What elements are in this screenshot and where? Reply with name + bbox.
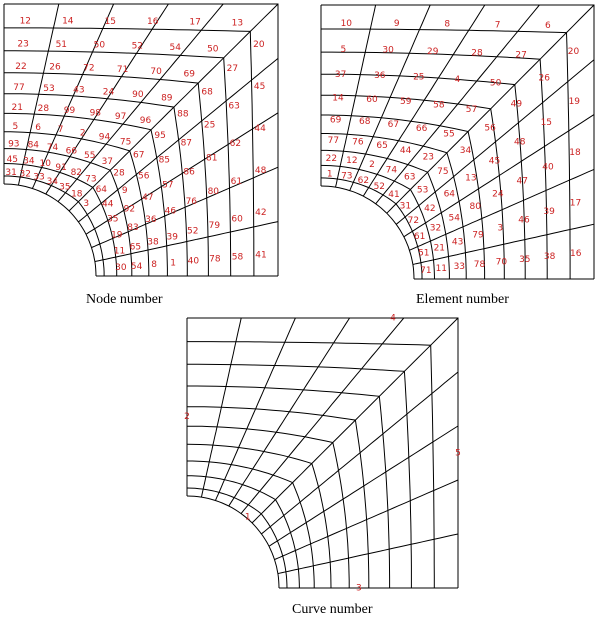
mesh-radial-line: [350, 5, 431, 191]
node-label: 69: [183, 69, 195, 80]
node-label: 66: [65, 146, 78, 157]
element-label: 4: [454, 75, 461, 86]
element-label: 1: [326, 169, 333, 180]
element-label: 28: [471, 48, 483, 59]
element-label: 43: [451, 237, 464, 248]
node-label: 14: [62, 16, 74, 27]
element-label: 5: [340, 45, 347, 56]
node-label: 18: [71, 189, 83, 200]
element-label: 72: [407, 216, 420, 227]
node-label: 60: [231, 214, 243, 225]
node-label: 55: [83, 151, 96, 162]
element-label: 37: [334, 70, 347, 80]
element-label: 6: [545, 21, 551, 32]
element-label: 33: [453, 262, 466, 273]
element-label: 69: [329, 115, 342, 126]
element-label: 23: [422, 152, 435, 163]
element-label: 22: [325, 154, 338, 165]
element-label: 61: [413, 232, 426, 242]
node-label: 96: [139, 116, 152, 127]
node-label: 82: [70, 168, 83, 179]
element-label: 27: [515, 50, 527, 61]
element-label: 17: [569, 198, 582, 209]
node-label: 36: [145, 215, 157, 226]
node-label: 31: [5, 168, 17, 179]
element-label: 46: [518, 215, 530, 226]
node-label: 50: [93, 40, 106, 51]
element-label: 29: [426, 46, 439, 57]
element-label: 26: [538, 73, 550, 84]
node-label: 41: [255, 250, 267, 261]
node-label: 35: [107, 214, 119, 225]
node-label: 67: [132, 150, 145, 161]
node-label: 79: [208, 220, 221, 231]
mesh-radial-line: [387, 5, 594, 213]
curve-label: 4: [390, 313, 396, 324]
mesh-radial-line: [252, 318, 458, 523]
element-label: 10: [340, 18, 353, 29]
curve-label: 2: [184, 412, 190, 423]
node-label: 77: [13, 83, 25, 94]
node-label: 30: [115, 263, 127, 274]
element-label: 68: [358, 117, 371, 128]
node-label: 44: [101, 199, 114, 210]
curve-label: 1: [244, 512, 251, 523]
element-number-caption: Element number: [416, 292, 509, 307]
node-label: 85: [158, 155, 171, 166]
node-label: 88: [177, 109, 189, 120]
node-label: 19: [111, 230, 123, 241]
mesh-radial-line: [215, 318, 295, 501]
element-label: 2: [369, 159, 375, 170]
node-label: 97: [114, 112, 127, 122]
node-label: 65: [129, 242, 142, 253]
element-label: 73: [341, 171, 353, 182]
node-label: 7: [57, 125, 64, 136]
element-label: 52: [373, 182, 386, 192]
node-label: 28: [113, 168, 125, 179]
element-label: 59: [399, 97, 412, 108]
node-label: 22: [15, 61, 27, 72]
node-label: 76: [185, 197, 198, 207]
element-label: 47: [516, 176, 528, 187]
curve-label: 3: [356, 583, 362, 594]
node-label: 75: [119, 137, 132, 148]
node-label: 51: [55, 39, 68, 50]
element-label: 74: [385, 165, 398, 176]
element-label: 39: [543, 207, 555, 218]
element-label: 48: [513, 137, 526, 148]
node-label: 38: [147, 237, 159, 248]
element-label: 76: [352, 137, 364, 148]
node-label: 17: [189, 17, 201, 28]
node-label: 34: [23, 156, 35, 167]
element-label: 13: [465, 173, 477, 184]
node-label: 24: [102, 87, 115, 98]
node-label: 45: [253, 81, 266, 92]
node-label: 20: [253, 39, 265, 50]
element-label: 36: [374, 70, 386, 81]
element-label: 8: [444, 19, 451, 30]
node-label: 91: [55, 162, 67, 173]
node-label: 23: [17, 39, 29, 50]
element-label: 38: [543, 252, 556, 262]
element-label: 62: [357, 175, 370, 186]
curve-label: 5: [455, 448, 461, 459]
node-label: 32: [19, 169, 31, 180]
element-label: 57: [465, 104, 478, 115]
node-number-caption: Node number: [86, 292, 163, 307]
mesh-radial-line: [269, 426, 458, 546]
node-label: 40: [187, 256, 200, 267]
node-label: 62: [229, 139, 242, 150]
element-label: 53: [416, 185, 429, 196]
element-label: 70: [495, 257, 508, 268]
node-label: 45: [6, 154, 19, 165]
node-label: 28: [37, 104, 50, 115]
element-label: 50: [489, 78, 502, 89]
curve-number-caption: Curve number: [292, 602, 373, 617]
element-number-panel: [321, 5, 594, 279]
node-label: 80: [207, 187, 220, 198]
element-label: 56: [484, 123, 496, 134]
element-label: 20: [567, 46, 580, 57]
node-label: 63: [228, 101, 240, 112]
element-label: 41: [388, 190, 400, 200]
node-label: 84: [27, 140, 40, 151]
node-label: 83: [127, 223, 139, 234]
node-label: 93: [8, 139, 20, 150]
element-label: 11: [435, 264, 448, 275]
node-label: 12: [19, 16, 32, 27]
element-label: 79: [472, 230, 484, 241]
element-label: 55: [443, 129, 455, 140]
node-label: 8: [151, 260, 157, 271]
element-label: 67: [387, 120, 400, 130]
element-label: 66: [415, 124, 428, 135]
node-label: 73: [85, 174, 97, 185]
element-label: 15: [540, 117, 553, 128]
node-label: 27: [226, 64, 239, 75]
element-label: 64: [443, 189, 456, 200]
element-label: 63: [403, 172, 416, 183]
node-label: 90: [132, 90, 144, 101]
node-number-panel: [4, 4, 278, 276]
node-label: 39: [166, 232, 178, 243]
node-label: 43: [73, 85, 85, 96]
node-label: 64: [95, 184, 108, 195]
node-label: 46: [164, 206, 177, 217]
element-label: 32: [429, 223, 442, 234]
element-label: 14: [332, 93, 344, 104]
element-label: 3: [497, 223, 504, 234]
node-label: 13: [231, 18, 244, 29]
element-label: 30: [382, 45, 394, 56]
node-label: 94: [98, 132, 111, 143]
element-label: 44: [399, 146, 412, 156]
node-label: 35: [59, 182, 71, 193]
node-label: 74: [46, 143, 59, 153]
node-label: 92: [123, 204, 136, 215]
element-label: 24: [492, 189, 504, 200]
element-label: 34: [459, 146, 472, 157]
mesh-radial-line: [275, 480, 459, 560]
node-label: 34: [46, 176, 59, 187]
node-label: 26: [49, 62, 61, 73]
node-label: 58: [231, 252, 244, 263]
node-label: 86: [183, 167, 195, 178]
node-label: 11: [113, 246, 126, 257]
node-label: 68: [201, 87, 213, 98]
node-label: 52: [186, 226, 199, 237]
mesh-radial-line: [409, 169, 594, 250]
element-label: 7: [494, 20, 501, 31]
element-label: 77: [327, 135, 340, 146]
node-label: 44: [254, 123, 266, 134]
node-label: 89: [161, 93, 173, 104]
node-label: 48: [254, 166, 267, 176]
element-label: 19: [568, 97, 581, 108]
node-label: 42: [255, 208, 267, 219]
element-label: 58: [433, 100, 445, 111]
element-label: 42: [424, 204, 436, 214]
node-label: 52: [131, 41, 144, 52]
node-label: 54: [169, 43, 181, 53]
node-label: 5: [12, 122, 19, 132]
element-label: 12: [346, 156, 358, 166]
node-label: 2: [79, 128, 86, 139]
element-label: 80: [469, 201, 481, 212]
node-label: 53: [43, 83, 55, 94]
node-label: 99: [63, 105, 76, 116]
node-label: 71: [116, 65, 129, 76]
curve-number-panel: [184, 314, 461, 594]
node-label: 81: [205, 153, 218, 164]
node-label: 15: [104, 16, 117, 27]
node-label: 10: [39, 159, 51, 169]
element-label: 25: [413, 72, 425, 83]
node-label: 72: [83, 63, 95, 74]
element-label: 60: [366, 94, 378, 105]
mesh-radial-line: [363, 5, 485, 196]
node-label: 57: [162, 180, 174, 191]
node-label: 56: [137, 171, 150, 182]
element-label: 49: [510, 99, 523, 110]
element-label: 9: [393, 19, 400, 30]
node-label: 25: [203, 120, 216, 131]
element-label: 51: [418, 248, 430, 259]
element-label: 40: [542, 162, 554, 173]
node-label: 61: [230, 176, 243, 187]
element-label: 16: [569, 249, 582, 260]
node-label: 47: [142, 193, 154, 204]
node-label: 6: [35, 123, 41, 134]
element-label: 18: [569, 147, 581, 158]
element-label: 31: [399, 201, 412, 212]
node-label: 3: [83, 198, 90, 209]
node-label: 21: [11, 103, 23, 114]
element-label: 45: [488, 156, 501, 167]
node-label: 78: [209, 254, 221, 265]
element-label: 35: [519, 254, 531, 265]
node-label: 16: [146, 17, 159, 28]
element-label: 75: [437, 167, 449, 177]
element-label: 54: [448, 213, 460, 224]
node-label: 50: [207, 44, 219, 55]
node-label: 70: [150, 67, 162, 78]
node-label: 54: [130, 261, 143, 272]
element-label: 65: [376, 141, 388, 151]
element-label: 78: [473, 259, 486, 270]
mesh-radial-line: [404, 115, 594, 237]
node-label: 95: [154, 130, 166, 141]
node-label: 98: [89, 108, 102, 119]
node-label: 1: [170, 258, 176, 269]
node-label: 33: [33, 172, 45, 183]
node-label: 9: [121, 186, 128, 197]
element-label: 71: [420, 265, 432, 276]
mesh-radial-line: [229, 318, 350, 506]
element-label: 21: [433, 243, 446, 254]
node-label: 87: [180, 138, 193, 149]
node-label: 37: [101, 156, 114, 167]
